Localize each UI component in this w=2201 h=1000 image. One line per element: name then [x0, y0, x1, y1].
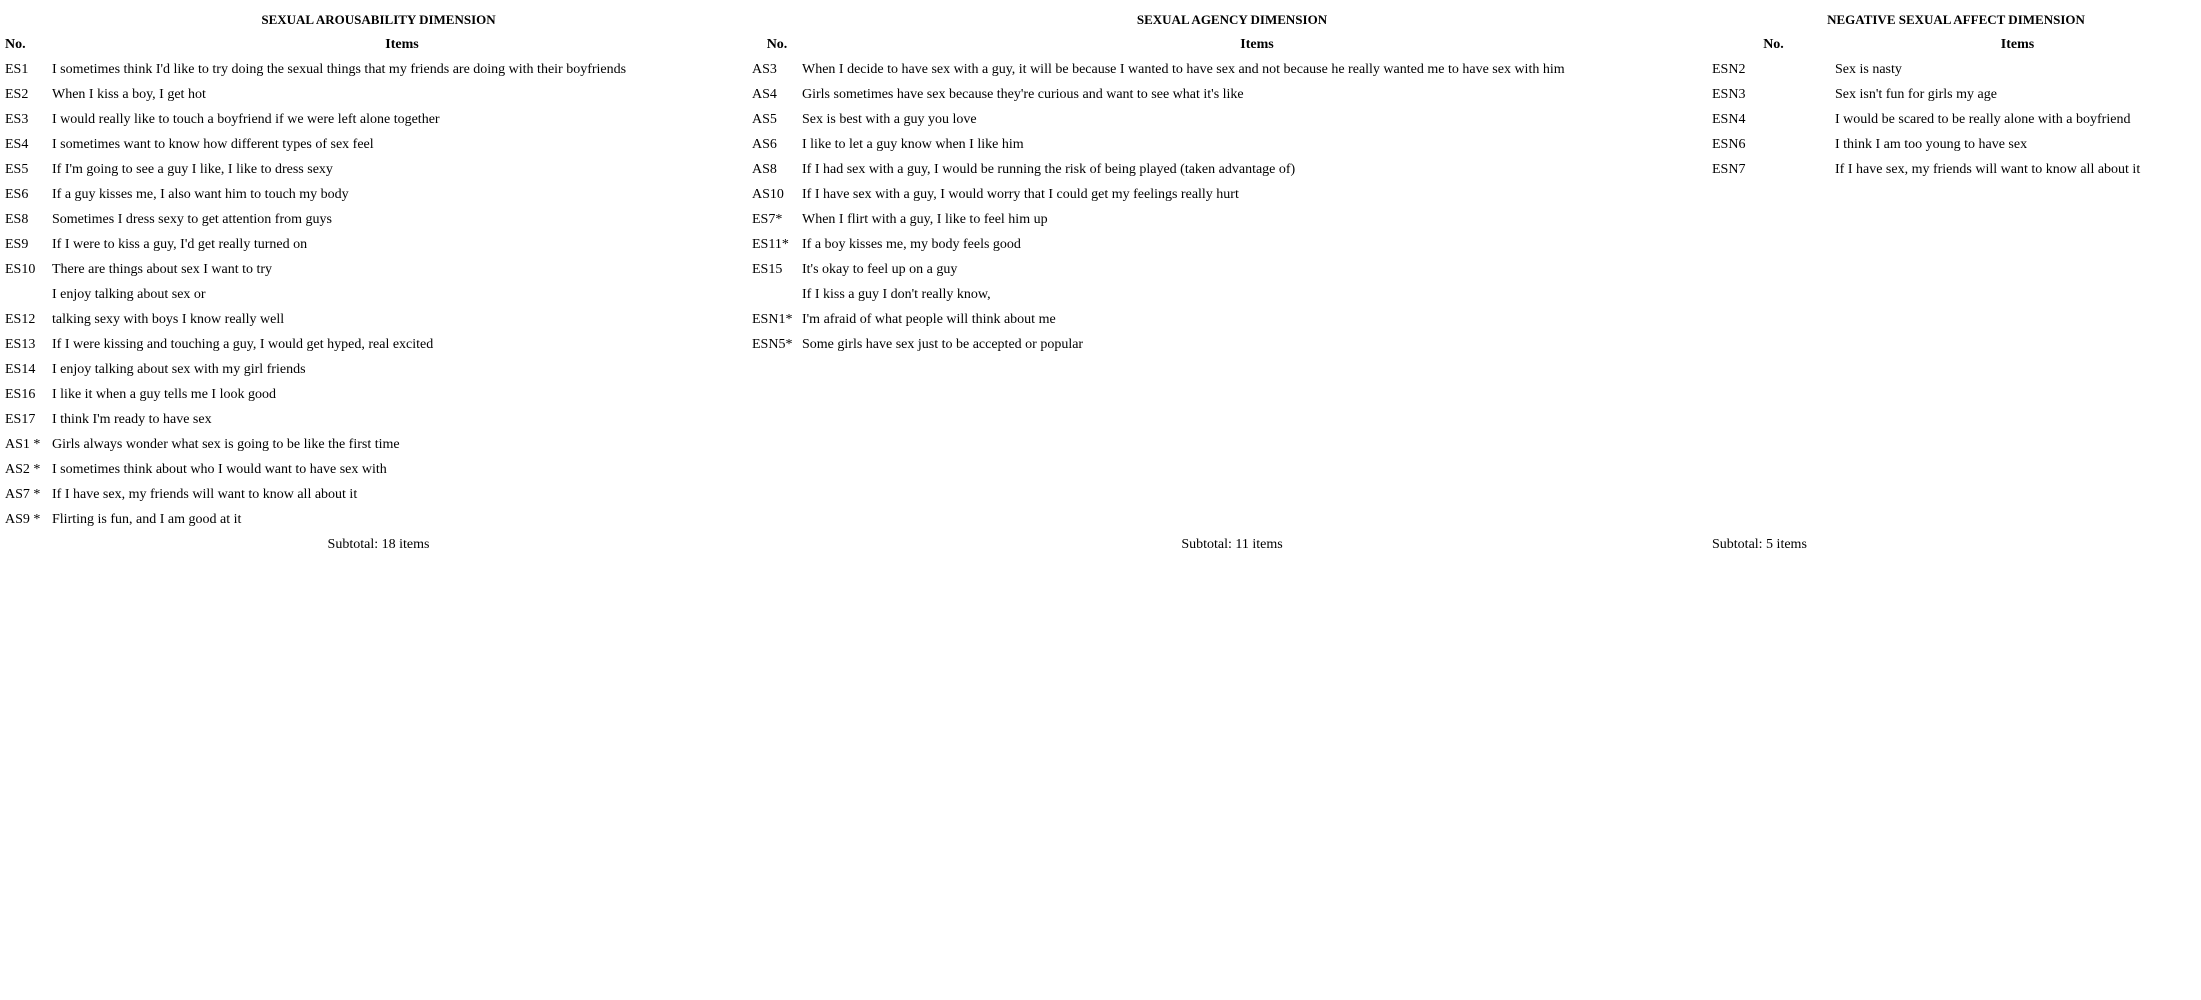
negative-affect-item-text — [1835, 432, 2200, 457]
arousability-item-number: ES8 — [5, 212, 29, 227]
negative-affect-item-number — [1712, 207, 1835, 232]
negative-affect-item-text — [1835, 382, 2200, 407]
arousability-item-number: ES16 — [5, 387, 36, 402]
table-row — [5, 207, 2200, 232]
negative-affect-item-number: ESN2 — [1712, 62, 1746, 77]
negative-affect-item-number — [1712, 507, 1835, 532]
agency-item-number: ES15 — [752, 262, 783, 277]
arousability-item-number: ES4 — [5, 137, 29, 152]
agency-item-text — [802, 357, 1712, 382]
arousability-item-text: If a guy kisses me, I also want him to touch my body — [52, 187, 349, 202]
negative-affect-item-number — [1712, 382, 1835, 407]
negative-affect-item-number — [1712, 482, 1835, 507]
arousability-item-number: AS7 * — [5, 487, 41, 502]
agency-item-number: ESN1* — [752, 312, 793, 327]
table-row — [5, 432, 2200, 457]
agency-item-text: Girls sometimes have sex because they're curious and want to see what it's like — [802, 87, 1244, 102]
agency-item-text — [802, 407, 1712, 432]
agency-item-number: ES11* — [752, 237, 789, 252]
arousability-item-text: Flirting is fun, and I am good at it — [52, 512, 242, 527]
arousability-item-text: I sometimes think about who I would want to have sex with — [52, 462, 387, 477]
arousability-item-number: ES10 — [5, 262, 36, 277]
arousability-item-number: AS1 * — [5, 437, 41, 452]
header-row — [5, 32, 2200, 57]
negative-affect-item-text — [1835, 482, 2200, 507]
negative-affect-item-text — [1835, 457, 2200, 482]
agency-item-number — [752, 282, 802, 307]
agency-item-text: When I decide to have sex with a guy, it will be because I wanted to have sex and not because he really wanted me to have sex with him — [802, 62, 1565, 77]
negative-affect-item-text: If I have sex, my friends will want to know all about it — [1835, 162, 2141, 177]
table-row — [5, 232, 2200, 257]
arousability-item-text: If I have sex, my friends will want to know all about it — [52, 487, 358, 502]
table-row — [5, 182, 2200, 207]
negative-affect-item-text — [1835, 307, 2200, 332]
arousability-items-header: Items — [385, 37, 419, 52]
negative-affect-item-text: Sex isn't fun for girls my age — [1835, 87, 1997, 102]
dimension-items-table — [5, 7, 2200, 557]
arousability-item-text: I think I'm ready to have sex — [52, 412, 212, 427]
agency-item-number — [752, 507, 802, 532]
table-row — [5, 257, 2200, 282]
table-row — [5, 482, 2200, 507]
agency-item-number — [752, 482, 802, 507]
title-row — [5, 7, 2200, 32]
negative-affect-item-text — [1835, 407, 2200, 432]
arousability-item-number: ES12 — [5, 312, 36, 327]
negative-affect-item-number — [1712, 357, 1835, 382]
arousability-item-text: I would really like to touch a boyfriend if we were left alone together — [52, 112, 440, 127]
agency-item-number — [752, 432, 802, 457]
negative-affect-item-text: Sex is nasty — [1835, 62, 1902, 77]
negative-affect-item-text: I would be scared to be really alone with a boyfriend — [1835, 112, 2131, 127]
arousability-item-number: AS9 * — [5, 512, 41, 527]
agency-item-number — [752, 382, 802, 407]
agency-item-text: It's okay to feel up on a guy — [802, 262, 958, 277]
agency-item-text: I like to let a guy know when I like him — [802, 137, 1024, 152]
arousability-item-text: Sometimes I dress sexy to get attention from guys — [52, 212, 332, 227]
negative-affect-item-number — [1712, 432, 1835, 457]
agency-item-text — [802, 432, 1712, 457]
negative-affect-item-number — [1712, 307, 1835, 332]
arousability-item-text: talking sexy with boys I know really well — [52, 312, 285, 327]
agency-item-text — [802, 482, 1712, 507]
negative-affect-item-number — [1712, 257, 1835, 282]
negative-affect-no-header: No. — [1763, 37, 1784, 52]
negative-affect-item-number: ESN4 — [1712, 112, 1746, 127]
agency-item-number — [752, 457, 802, 482]
negative-affect-item-number — [1712, 407, 1835, 432]
agency-item-number — [752, 357, 802, 382]
negative-affect-title: NEGATIVE SEXUAL AFFECT DIMENSION — [1827, 12, 2085, 27]
agency-item-number — [752, 407, 802, 432]
negative-affect-item-text — [1835, 232, 2200, 257]
table-row — [5, 457, 2200, 482]
agency-items-header: Items — [1240, 37, 1274, 52]
table-row — [5, 332, 2200, 357]
negative-affect-item-text: I think I am too young to have sex — [1835, 137, 2028, 152]
agency-item-number: AS8 — [752, 162, 777, 177]
agency-subtotal: Subtotal: 11 items — [1181, 537, 1283, 552]
arousability-item-text: If I'm going to see a guy I like, I like to dress sexy — [52, 162, 333, 177]
negative-affect-subtotal: Subtotal: 5 items — [1712, 537, 1807, 552]
negative-affect-item-text — [1835, 282, 2200, 307]
arousability-subtotal: Subtotal: 18 items — [327, 537, 430, 552]
arousability-item-text: If I were to kiss a guy, I'd get really turned on — [52, 237, 308, 252]
negative-affect-item-number: ESN6 — [1712, 137, 1746, 152]
agency-item-number: AS10 — [752, 187, 784, 202]
arousability-item-text: I like it when a guy tells me I look good — [52, 387, 276, 402]
negative-affect-item-number: ESN3 — [1712, 87, 1746, 102]
agency-item-number: ESN5* — [752, 337, 793, 352]
negative-affect-item-number — [1712, 232, 1835, 257]
arousability-item-number: ES9 — [5, 237, 29, 252]
arousability-item-number: ES3 — [5, 112, 29, 127]
agency-item-text: If I kiss a guy I don't really know, — [802, 287, 991, 302]
table-row — [5, 107, 2200, 132]
agency-item-number: AS3 — [752, 62, 777, 77]
agency-title: SEXUAL AGENCY DIMENSION — [1136, 12, 1328, 27]
arousability-item-number: ES1 — [5, 62, 29, 77]
negative-affect-item-number — [1712, 457, 1835, 482]
subtotal-row — [5, 532, 2200, 557]
table-row — [5, 157, 2200, 182]
arousability-item-number: ES17 — [5, 412, 36, 427]
arousability-item-text: I sometimes want to know how different types of sex feel — [52, 137, 374, 152]
agency-item-text — [802, 507, 1712, 532]
arousability-item-number: ES13 — [5, 337, 36, 352]
arousability-item-number: AS2 * — [5, 462, 41, 477]
arousability-item-text: I enjoy talking about sex with my girl friends — [52, 362, 306, 377]
negative-affect-item-number — [1712, 332, 1835, 357]
agency-item-text: Some girls have sex just to be accepted or popular — [802, 337, 1084, 352]
arousability-item-text: There are things about sex I want to try — [52, 262, 273, 277]
agency-no-header: No. — [766, 37, 788, 52]
negative-affect-item-number — [1712, 282, 1835, 307]
arousability-item-text: Girls always wonder what sex is going to be like the first time — [52, 437, 400, 452]
table-row — [5, 82, 2200, 107]
arousability-item-number: ES2 — [5, 87, 29, 102]
arousability-item-number: ES6 — [5, 187, 29, 202]
agency-item-text — [802, 457, 1712, 482]
agency-item-number: ES7* — [752, 212, 783, 227]
negative-affect-item-text — [1835, 182, 2200, 207]
negative-affect-item-text — [1835, 507, 2200, 532]
agency-item-text: I'm afraid of what people will think about me — [802, 312, 1056, 327]
negative-affect-item-text — [1835, 332, 2200, 357]
agency-item-text: If I had sex with a guy, I would be running the risk of being played (taken advantage of) — [802, 162, 1296, 177]
table-row — [5, 407, 2200, 432]
agency-item-text: If a boy kisses me, my body feels good — [802, 237, 1021, 252]
negative-affect-item-text — [1835, 207, 2200, 232]
agency-item-text — [802, 382, 1712, 407]
agency-item-number: AS6 — [752, 137, 777, 152]
arousability-item-text: When I kiss a boy, I get hot — [52, 87, 206, 102]
table-row — [5, 132, 2200, 157]
negative-affect-items-header: Items — [2000, 37, 2035, 52]
agency-item-text: If I have sex with a guy, I would worry that I could get my feelings really hurt — [802, 187, 1239, 202]
table-row — [5, 57, 2200, 82]
arousability-item-text: If I were kissing and touching a guy, I would get hyped, real excited — [52, 337, 434, 352]
arousability-no-header: No. — [5, 37, 26, 52]
arousability-item-number: ES14 — [5, 362, 36, 377]
agency-item-text: Sex is best with a guy you love — [802, 112, 977, 127]
arousability-title: SEXUAL AROUSABILITY DIMENSION — [261, 12, 496, 27]
negative-affect-item-number: ESN7 — [1712, 162, 1746, 177]
table-row — [5, 357, 2200, 382]
agency-item-text: When I flirt with a guy, I like to feel him up — [802, 212, 1048, 227]
table-row — [5, 382, 2200, 407]
arousability-item-text: I enjoy talking about sex or — [52, 287, 206, 302]
table-body — [5, 7, 2200, 557]
table-row — [5, 507, 2200, 532]
agency-item-number: AS4 — [752, 87, 777, 102]
table-row — [5, 307, 2200, 332]
negative-affect-item-number — [1712, 182, 1835, 207]
negative-affect-item-text — [1835, 257, 2200, 282]
table-row — [5, 282, 2200, 307]
arousability-item-number — [5, 282, 52, 307]
negative-affect-item-text — [1835, 357, 2200, 382]
arousability-item-text: I sometimes think I'd like to try doing the sexual things that my friends are doing with their boyfriends — [52, 62, 627, 77]
arousability-item-number: ES5 — [5, 162, 29, 177]
agency-item-number: AS5 — [752, 112, 777, 127]
